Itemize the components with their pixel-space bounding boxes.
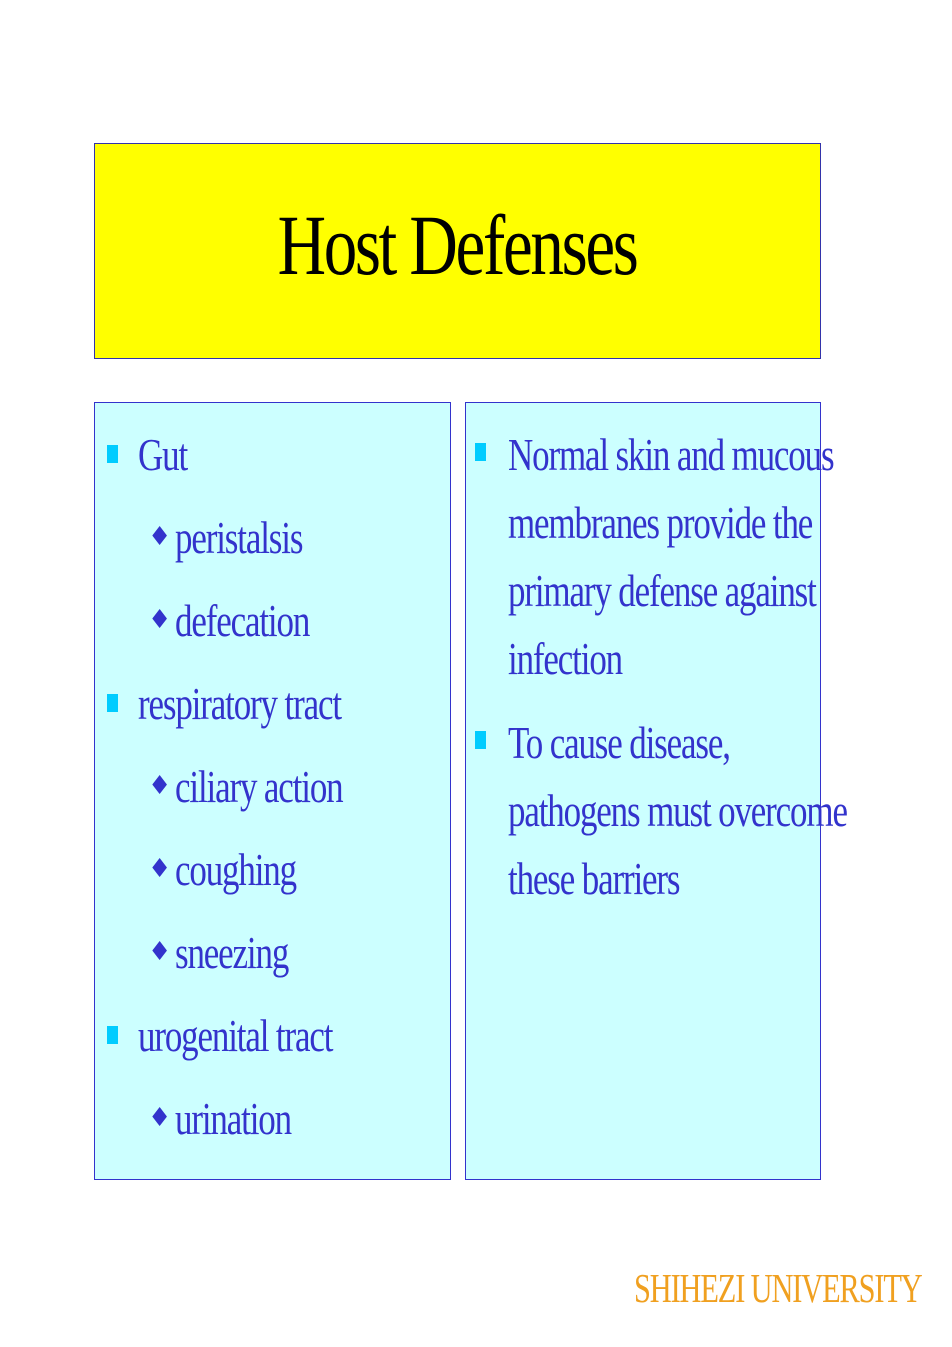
list-item	[107, 423, 203, 485]
square-bullet-icon	[475, 443, 486, 461]
paragraph-line: Normal skin and mucous	[508, 429, 834, 480]
diamond-bullet-icon: ♦	[148, 605, 172, 635]
list-item-label: Gut	[138, 428, 188, 480]
sub-list-item	[148, 1087, 328, 1149]
footer-university-name: SHIHEZI UNIVERSITY	[634, 1265, 922, 1311]
sub-list-item	[148, 755, 396, 817]
list-item	[107, 1004, 394, 1066]
left-panel	[94, 402, 451, 1180]
square-bullet-icon	[107, 445, 118, 463]
square-bullet-icon	[475, 731, 486, 749]
diamond-bullet-icon: ♦	[148, 522, 172, 552]
title-box	[94, 143, 821, 359]
sub-list-item-label: peristalsis	[175, 511, 303, 563]
square-bullet-icon	[107, 694, 118, 712]
sub-list-item-label: coughing	[175, 843, 297, 895]
sub-list-item-label: sneezing	[175, 926, 289, 978]
sub-list-item	[148, 838, 335, 900]
paragraph-line: pathogens must overcome	[508, 785, 847, 836]
list-item	[107, 672, 405, 734]
sub-list-item	[148, 506, 343, 568]
sub-list-item	[148, 921, 324, 983]
sub-list-item-label: urination	[175, 1092, 292, 1144]
list-item-label: urogenital tract	[138, 1009, 333, 1061]
paragraph-line: membranes provide the	[508, 497, 813, 548]
paragraph-line: To cause disease,	[508, 717, 730, 768]
slide-title: Host Defenses	[278, 197, 637, 293]
diamond-bullet-icon: ♦	[148, 1103, 172, 1133]
paragraph-line: these barriers	[508, 853, 680, 904]
sub-list-item-label: ciliary action	[175, 760, 343, 812]
diamond-bullet-icon: ♦	[148, 771, 172, 801]
diamond-bullet-icon: ♦	[148, 937, 172, 967]
sub-list-item-label: defecation	[175, 594, 310, 646]
paragraph-line: infection	[508, 633, 622, 684]
right-panel	[465, 402, 847, 1180]
list-item-label: respiratory tract	[138, 677, 341, 729]
square-bullet-icon	[107, 1026, 118, 1044]
paragraph-line: primary defense against	[508, 565, 816, 616]
diamond-bullet-icon: ♦	[148, 854, 172, 884]
sub-list-item	[148, 589, 352, 651]
